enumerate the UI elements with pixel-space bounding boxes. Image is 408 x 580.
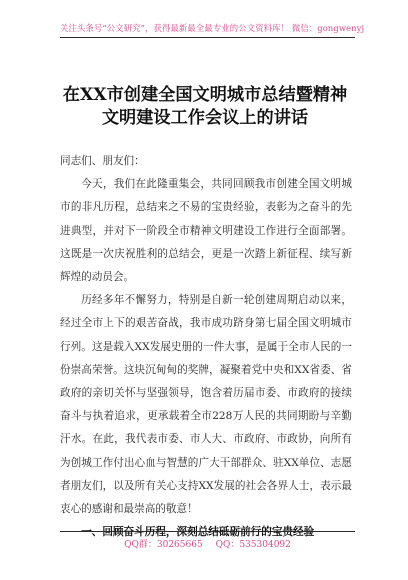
title-line-2: 文明建设工作会议上的讲话: [101, 108, 309, 128]
footer-divider: [60, 531, 355, 532]
document-title: [40, 84, 370, 130]
footer-qq-group: QQ群：30265665: [124, 540, 203, 550]
title-line-1: 在XX市创建全国文明城市总结暨精神: [62, 85, 348, 105]
paragraph-1: 今天，我们在此隆重集会，共同回顾我市创建全国文明城市的非凡历程，总结来之不易的宝贵经验，表彰为之奋斗的先进典型，并对下一阶段全市精神文明建设工作进行全面部署。这既是一次庆祝胜利的总结会，更是一次踏上新征程、续写新辉煌的动员会。: [60, 178, 352, 284]
header-notice: 关注头条号“公文研究”，获得最新最全最专业的公文资料库！ 微信：gongwenyj: [60, 23, 365, 33]
section-heading: 一、回顾奋斗历程，深刻总结砥砺前行的宝贵经验: [81, 526, 315, 539]
header-divider: [60, 37, 355, 38]
footer-contact: [60, 537, 355, 550]
paragraph-2: 历经多年不懈努力，特别是自新一轮创建周期启动以来，经过全市上下的艰苦奋战，我市成功跻身第七届全国文明城市行列。这是载入XX发展史册的一件大事，是属于全市人民的一份崇高荣誉。这块沉甸甸的奖牌，凝聚着党中央和XX省委、省政府的亲切关怀与坚强领导，饱含着历届市委、市政府的接续奋斗与执着追求，更承载着全市228万人民的共同期盼与辛勤汗水。在此，我代表市委、市人大、市政府、市政协，向所有为创城工作付出心血与智慧的广大干部群众、驻XX单位、志愿者朋友们，以及所有关心支持XX发展的社会各界人士，表示最衷心的感谢和最崇高的敬意！: [60, 294, 352, 516]
footer-qq: QQ：535304092: [215, 540, 291, 550]
salutation: 同志们、朋友们：: [60, 155, 145, 167]
document-body: [60, 150, 352, 544]
